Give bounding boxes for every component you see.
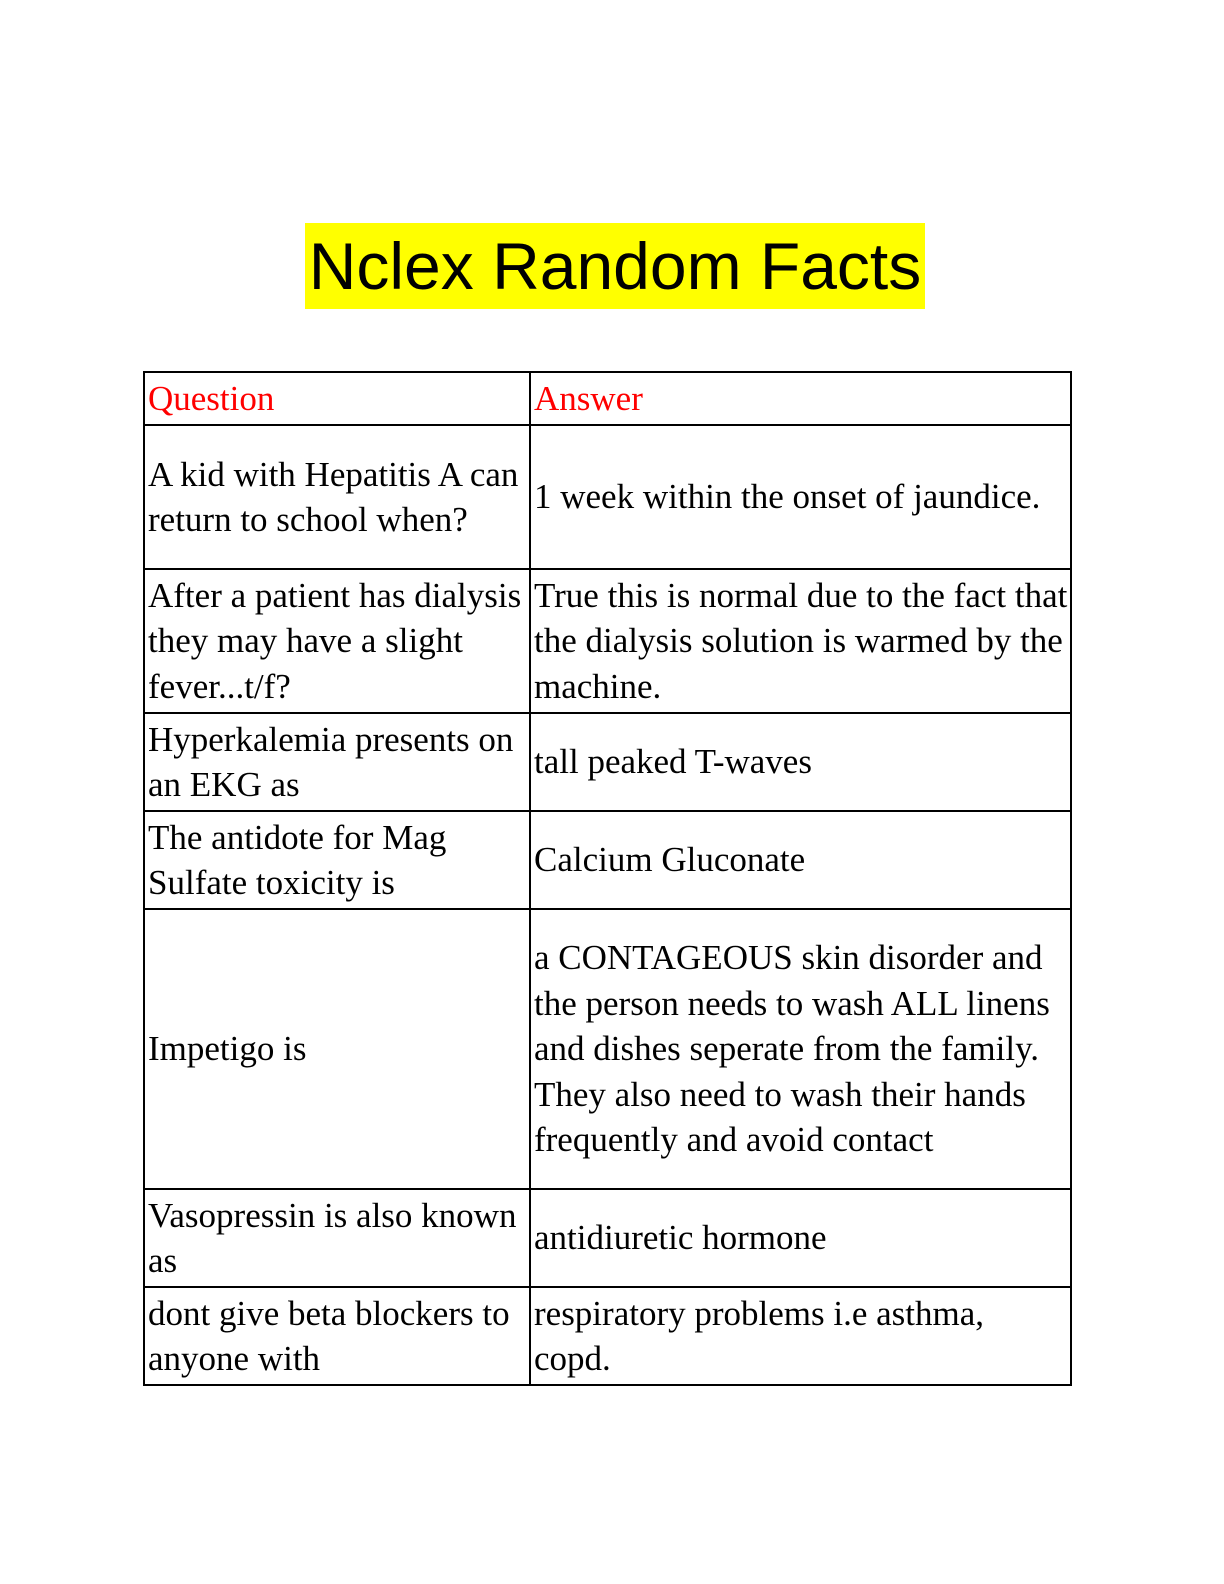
- question-cell: A kid with Hepatitis A can return to school when?: [144, 425, 530, 569]
- question-cell: Impetigo is: [144, 909, 530, 1189]
- table-row: [144, 569, 1071, 713]
- table-row: [144, 425, 1071, 569]
- table-row: [144, 811, 1071, 909]
- table-row: [144, 1189, 1071, 1287]
- answer-cell: a CONTAGEOUS skin disorder and the person needs to wash ALL linens and dishes seperate from the family. They also need to wash their hands frequently and avoid contact: [530, 909, 1071, 1189]
- facts-table: [143, 371, 1072, 1386]
- header-answer: Answer: [530, 372, 1071, 425]
- table-row: [144, 909, 1071, 1189]
- answer-cell: True this is normal due to the fact that the dialysis solution is warmed by the machine.: [530, 569, 1071, 713]
- question-cell: The antidote for Mag Sulfate toxicity is: [144, 811, 530, 909]
- title-container: [0, 223, 1224, 309]
- question-cell: After a patient has dialysis they may have a slight fever...t/f?: [144, 569, 530, 713]
- table-row: [144, 713, 1071, 811]
- answer-cell: antidiuretic hormone: [530, 1189, 1071, 1287]
- answer-cell: tall peaked T-waves: [530, 713, 1071, 811]
- question-cell: Hyperkalemia presents on an EKG as: [144, 713, 530, 811]
- answer-cell: respiratory problems i.e asthma, copd.: [530, 1287, 1071, 1385]
- table-row: [144, 1287, 1071, 1385]
- question-cell: dont give beta blockers to anyone with: [144, 1287, 530, 1385]
- answer-cell: 1 week within the onset of jaundice.: [530, 425, 1071, 569]
- question-cell: Vasopressin is also known as: [144, 1189, 530, 1287]
- page-title: Nclex Random Facts: [305, 223, 926, 309]
- answer-cell: Calcium Gluconate: [530, 811, 1071, 909]
- table-header-row: [144, 372, 1071, 425]
- header-question: Question: [144, 372, 530, 425]
